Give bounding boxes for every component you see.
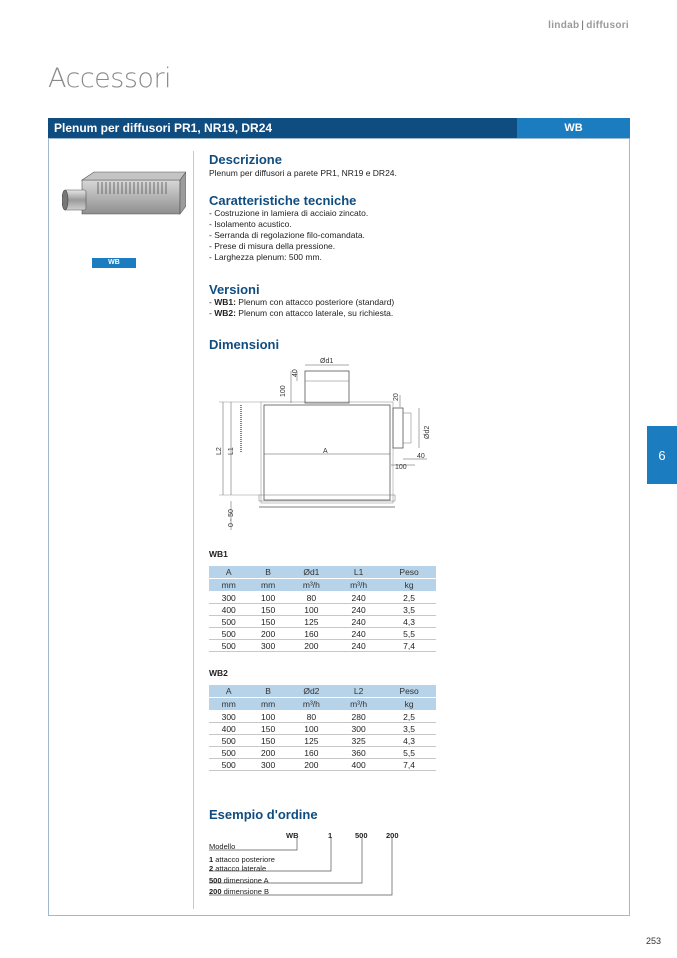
band-title: Plenum per diffusori PR1, NR19, DR24: [54, 121, 273, 135]
table-row: [209, 735, 436, 747]
column-header: A: [209, 566, 248, 579]
order-dim-b: [209, 887, 269, 896]
order-attacco-1: [209, 855, 275, 864]
order-code-attacco: [328, 831, 332, 840]
label-20: 20: [393, 393, 400, 401]
order-num: 500: [209, 876, 222, 885]
table-row: [209, 628, 436, 640]
order-code-model: [286, 831, 299, 840]
order-code-part: 1: [328, 831, 333, 840]
table-cell: 4,3: [382, 735, 436, 747]
table-cell: 400: [209, 604, 248, 616]
table-cell: 100: [288, 723, 335, 735]
table-cell: 300: [209, 592, 248, 604]
table-cell: 3,5: [382, 723, 436, 735]
label-a: A: [323, 448, 328, 455]
label-0-50: 0 - 50: [228, 509, 235, 527]
order-num: 200: [209, 887, 222, 896]
versioni-prefix: -: [209, 297, 215, 307]
table-cell: 240: [335, 616, 382, 628]
table-cell: 300: [335, 723, 382, 735]
column-unit: mm: [209, 579, 248, 592]
table-cell: 500: [209, 616, 248, 628]
table-cell: 500: [209, 747, 248, 759]
page-number: 253: [645, 936, 661, 946]
versioni-item: [209, 308, 394, 319]
caratteristiche-line: - Serranda di regolazione filo-comandata.: [209, 230, 365, 240]
order-code-part: WB: [286, 831, 299, 840]
column-unit: m³/h: [288, 698, 335, 711]
table-cell: 100: [248, 711, 287, 723]
header-brand: [548, 20, 629, 31]
brand-name: lindab: [548, 20, 580, 31]
table-cell: 100: [288, 604, 335, 616]
table-cell: 200: [248, 628, 287, 640]
table-row: [209, 759, 436, 771]
column-header: Ød1: [288, 566, 335, 579]
table-row: [209, 616, 436, 628]
column-unit: mm: [248, 579, 287, 592]
label-40-right: 40: [417, 453, 425, 460]
table-cell: 150: [248, 604, 287, 616]
label-40-top: 40: [292, 369, 299, 377]
caratteristiche-line: - Costruzione in lamiera di acciaio zincato.: [209, 208, 369, 218]
versioni-title: Versioni: [209, 282, 260, 297]
column-unit: kg: [382, 698, 436, 711]
table-cell: 400: [335, 759, 382, 771]
versioni-list: [209, 297, 394, 319]
label-d2: Ød2: [424, 425, 431, 439]
order-num: 1: [209, 855, 214, 864]
band-code: WB: [517, 118, 630, 138]
wb2-table: [209, 685, 436, 771]
dimension-drawing: [209, 355, 439, 535]
table-cell: 240: [335, 640, 382, 652]
table-cell: 150: [248, 616, 287, 628]
column-divider: [193, 151, 194, 909]
table-row: [209, 592, 436, 604]
order-text: dimensione B: [221, 887, 270, 896]
table-cell: 160: [288, 747, 335, 759]
column-unit: mm: [209, 698, 248, 711]
table-cell: 500: [209, 735, 248, 747]
order-modello: Modello: [209, 842, 236, 851]
caratteristiche-list: [209, 208, 368, 263]
product-tag: WB: [92, 258, 136, 268]
table-row: [209, 640, 436, 652]
column-header: Peso: [382, 566, 436, 579]
order-num: 2: [209, 864, 214, 873]
descrizione-title: Descrizione: [209, 152, 282, 167]
column-header: L1: [335, 566, 382, 579]
label-100-right: 100: [395, 464, 407, 471]
label-l2: L2: [216, 447, 223, 455]
section-name: diffusori: [586, 20, 629, 31]
table-cell: 5,5: [382, 747, 436, 759]
table-cell: 200: [288, 640, 335, 652]
descrizione-line: Plenum per diffusori a parete PR1, NR19 e DR24.: [209, 168, 397, 178]
table-cell: 7,4: [382, 640, 436, 652]
wb2-label: WB2: [209, 668, 228, 678]
table-cell: 5,5: [382, 628, 436, 640]
table-cell: 240: [335, 592, 382, 604]
versioni-code: WB1:: [214, 297, 236, 307]
order-code-part: 200: [386, 831, 399, 840]
versioni-text: Plenum con attacco posteriore (standard): [235, 297, 395, 307]
table-cell: 4,3: [382, 616, 436, 628]
table-row: [209, 723, 436, 735]
column-header: B: [248, 566, 287, 579]
table-cell: 300: [248, 759, 287, 771]
brand-separator: |: [581, 20, 585, 31]
page-title: Accessori: [48, 63, 172, 94]
table-cell: 325: [335, 735, 382, 747]
table-cell: 3,5: [382, 604, 436, 616]
table-cell: 125: [288, 735, 335, 747]
table-cell: 200: [288, 759, 335, 771]
table-cell: 360: [335, 747, 382, 759]
order-code-part: 500: [355, 831, 368, 840]
table-cell: 300: [209, 711, 248, 723]
versioni-item: [209, 297, 394, 308]
table-cell: 80: [288, 711, 335, 723]
column-unit: m³/h: [288, 579, 335, 592]
label-l1: L1: [228, 447, 235, 455]
table-cell: 240: [335, 628, 382, 640]
table-cell: 160: [288, 628, 335, 640]
order-text: attacco laterale: [213, 864, 267, 873]
descrizione-text: [209, 168, 397, 179]
table-cell: 7,4: [382, 759, 436, 771]
column-header: Ød2: [288, 685, 335, 698]
versioni-prefix: -: [209, 308, 215, 318]
table-cell: 200: [248, 747, 287, 759]
table-row: [209, 711, 436, 723]
dimensioni-title: Dimensioni: [209, 337, 280, 352]
caratteristiche-line: - Larghezza plenum: 500 mm.: [209, 252, 322, 262]
table-cell: 150: [248, 723, 287, 735]
versioni-code: WB2:: [214, 308, 236, 318]
table-cell: 300: [248, 640, 287, 652]
section-band: [48, 118, 630, 138]
caratteristiche-line: - Prese di misura della pressione.: [209, 241, 336, 251]
table-unit-row: [209, 698, 436, 711]
column-header: B: [248, 685, 287, 698]
order-text: attacco posteriore: [213, 855, 275, 864]
table-cell: 500: [209, 628, 248, 640]
label-100-top: 100: [280, 385, 287, 397]
chapter-tab[interactable]: 6: [647, 426, 677, 484]
table-header-row: [209, 566, 436, 579]
table-cell: 100: [248, 592, 287, 604]
wb1-table: [209, 566, 436, 652]
product-image: [62, 170, 186, 222]
table-cell: 240: [335, 604, 382, 616]
label-d1: Ød1: [320, 358, 334, 365]
table-cell: 80: [288, 592, 335, 604]
table-cell: 280: [335, 711, 382, 723]
column-header: A: [209, 685, 248, 698]
table-cell: 2,5: [382, 711, 436, 723]
order-text: dimensione A: [221, 876, 269, 885]
table-row: [209, 747, 436, 759]
caratteristiche-title: Caratteristiche tecniche: [209, 193, 357, 208]
order-code-dima: [355, 831, 368, 840]
column-unit: mm: [248, 698, 287, 711]
column-unit: kg: [382, 579, 436, 592]
column-header: L2: [335, 685, 382, 698]
order-code-dimb: [386, 831, 399, 840]
table-row: [209, 604, 436, 616]
esempio-title: Esempio d'ordine: [209, 807, 318, 822]
table-cell: 125: [288, 616, 335, 628]
table-cell: 400: [209, 723, 248, 735]
order-dim-a: [209, 876, 269, 885]
table-cell: 150: [248, 735, 287, 747]
wb1-label: WB1: [209, 549, 228, 559]
table-header-row: [209, 685, 436, 698]
caratteristiche-line: - Isolamento acustico.: [209, 219, 292, 229]
table-unit-row: [209, 579, 436, 592]
table-cell: 2,5: [382, 592, 436, 604]
table-cell: 500: [209, 759, 248, 771]
order-attacco-2: [209, 864, 266, 873]
column-unit: m³/h: [335, 698, 382, 711]
column-unit: m³/h: [335, 579, 382, 592]
table-cell: 500: [209, 640, 248, 652]
versioni-text: Plenum con attacco laterale, su richiesta.: [235, 308, 394, 318]
column-header: Peso: [382, 685, 436, 698]
